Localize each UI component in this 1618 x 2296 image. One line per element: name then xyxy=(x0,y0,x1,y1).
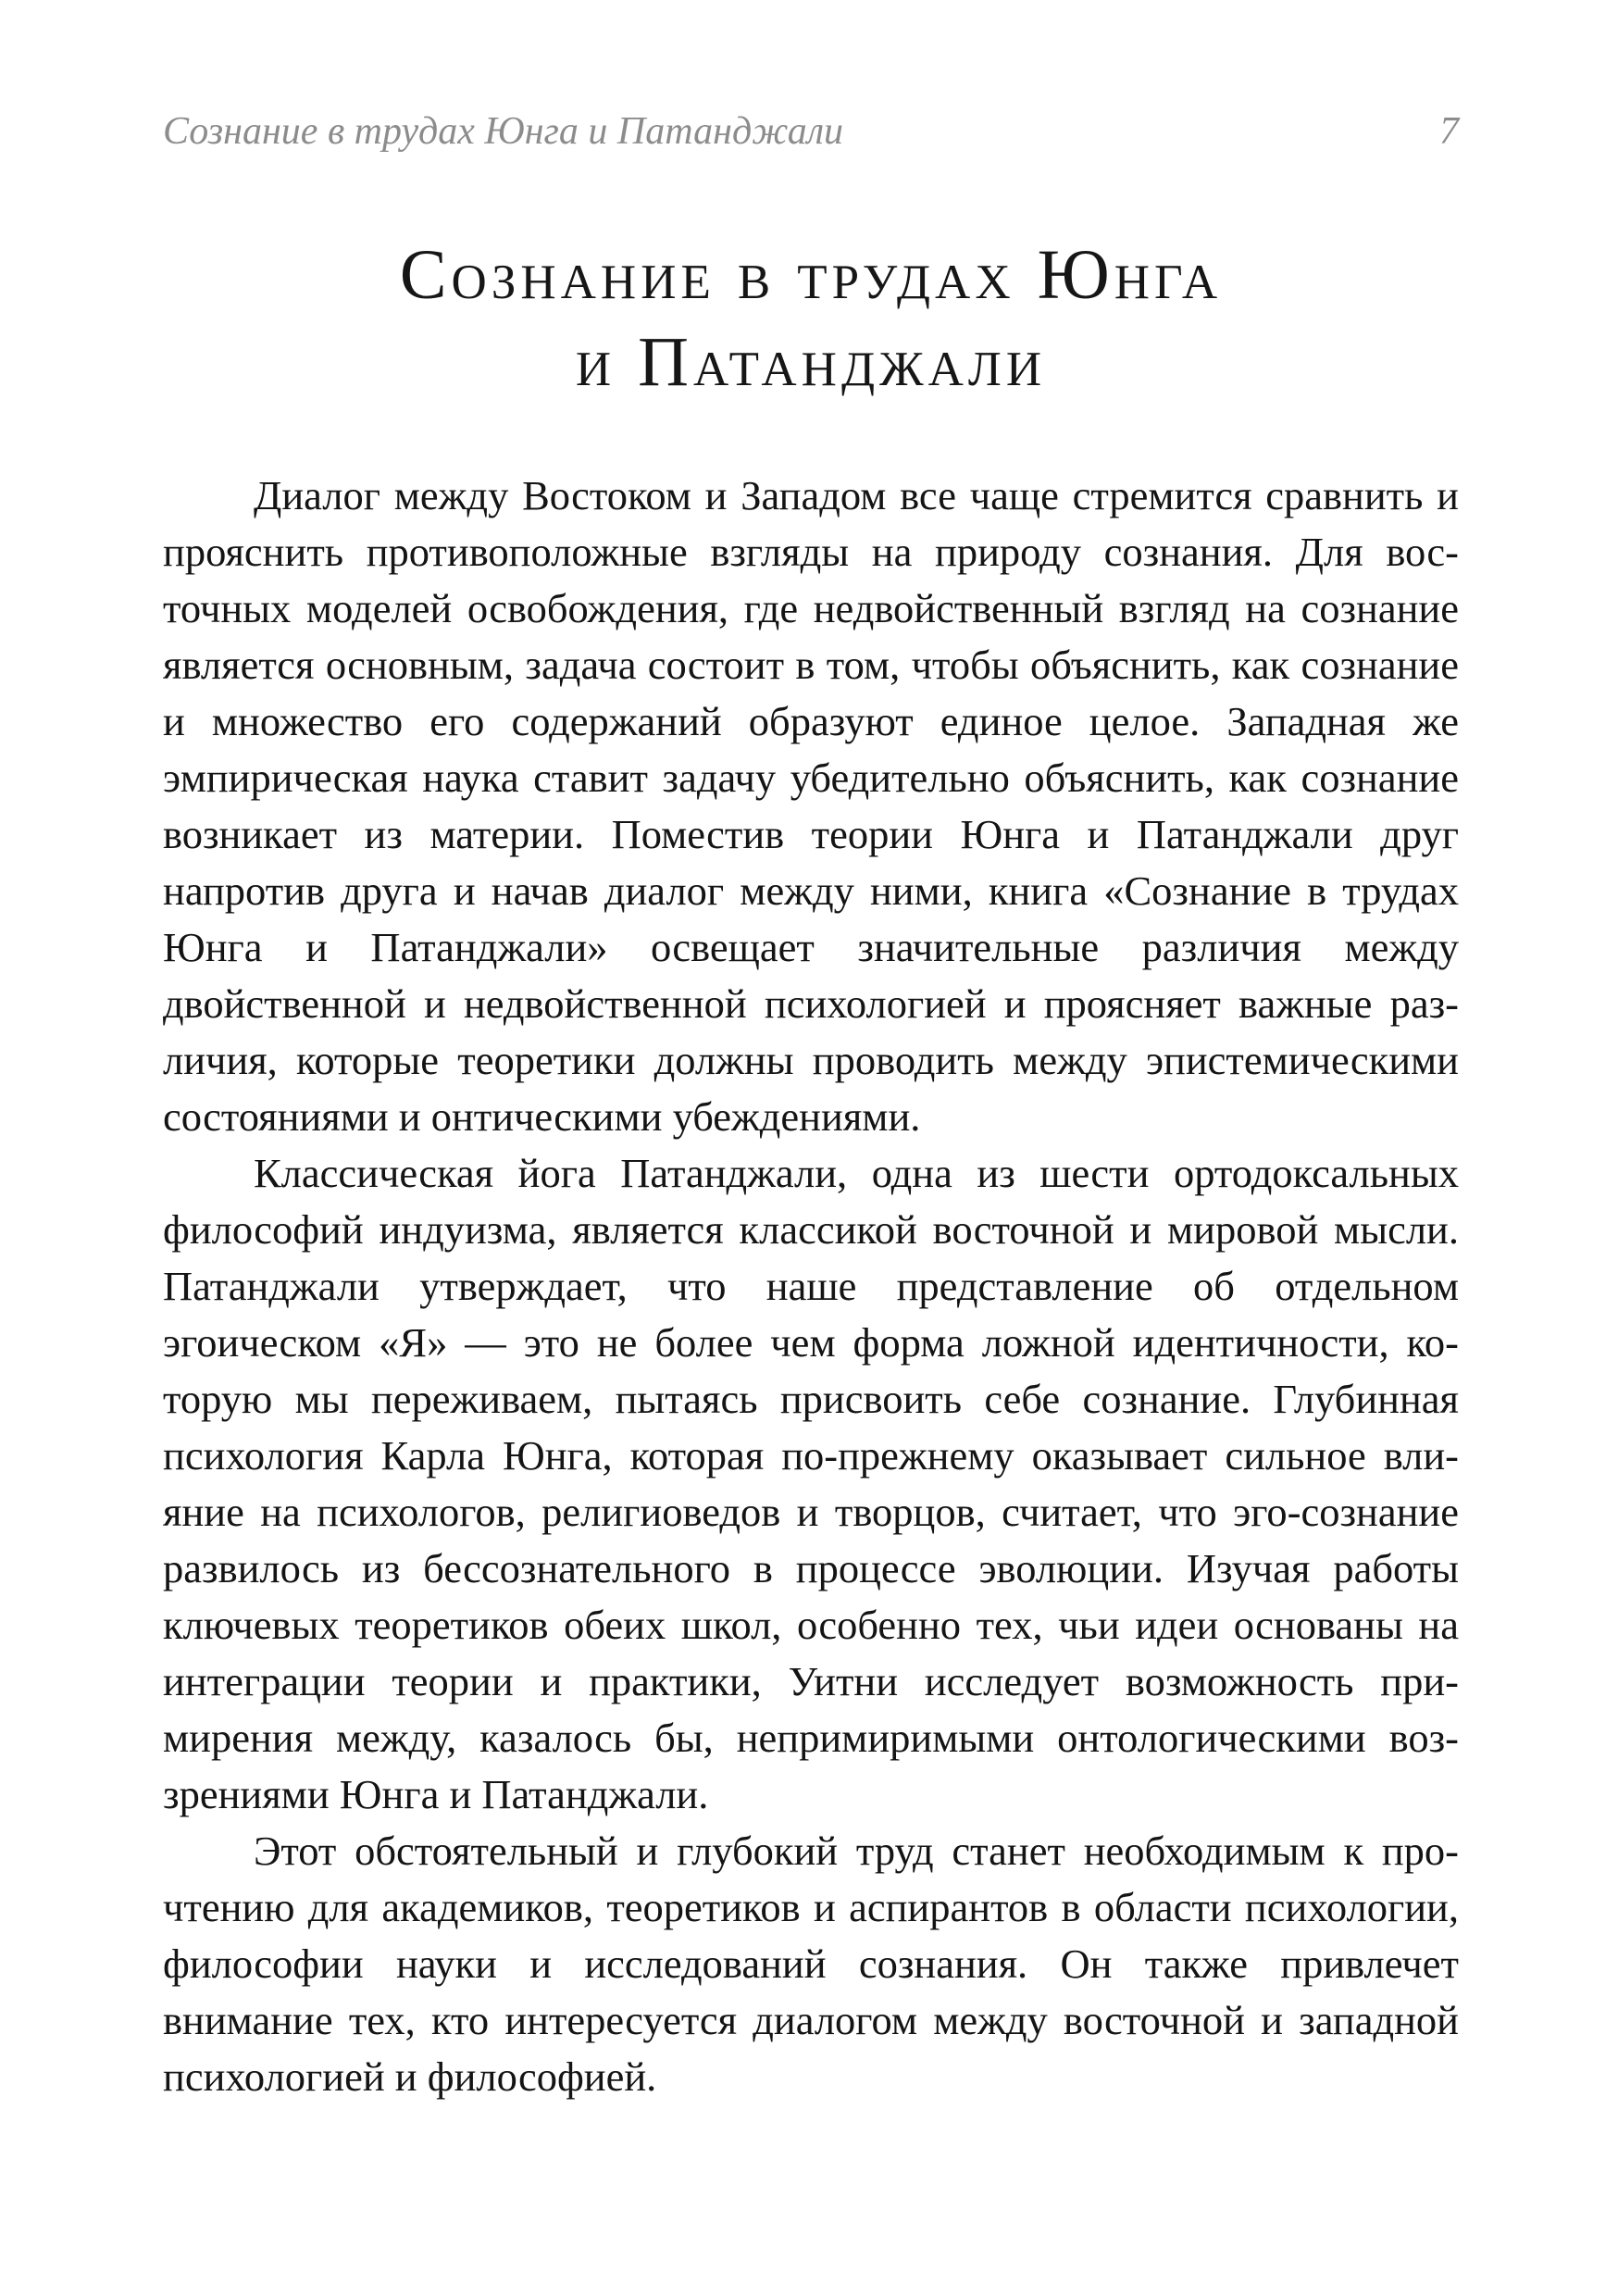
paragraph-2: Классическая йога Патанджали, одна из шести ортодоксальных философий индуизма, является классикой восточной и мировой мысли. Патанджали утверждает, что наше представление об отдельном эгоическом «Я» — это не более чем форма ложной идентичности, которую мы переживаем, пытаясь присвоить себе сознание. Глубинная психология Карла Юнга, которая по-прежнему оказывает сильное влияние на психологов, религиоведов и творцов, считает, что эго-сознание развилось из бессознательного в процессе эволюции. Изучая работы ключевых теоретиков обеих школ, особенно тех, чьи идеи основаны на интеграции теории и практики, Уитни исследует возможность примирения между, казалось бы, непримиримыми онтологическими воззрениями Юнга и Патанджали. xyxy=(163,1150,1459,1817)
paragraph-1: Диалог между Востоком и Западом все чаще стремится сравнить и прояснить противоположные взгляды на природу сознания. Для восточных моделей освобождения, где недвойственный взгляд на сознание является основным, задача состоит в том, чтобы объяснить, как сознание и множество его содержаний образуют единое целое. Западная же эмпирическая наука ставит задачу убедительно объяснить, как сознание возникает из материи. Поместив теории Юнга и Патанджали друг напротив друга и начав диалог между ними, книга «Сознание в трудах Юнга и Патанджали» освещает значительные различия между двойственной и недвойственной психологией и проясняет важные различия, которые теоретики должны проводить между эпистемическими состояниями и онтическими убеждениями. xyxy=(163,472,1459,1140)
page-number: 7 xyxy=(1439,110,1459,153)
chapter-title xyxy=(163,231,1459,406)
running-header xyxy=(163,109,1459,165)
body-text xyxy=(163,468,1459,2105)
running-title: Сознание в трудах Юнга и Патанджали xyxy=(163,110,844,153)
paragraph-3: Этот обстоятельный и глубокий труд станет необходимым к прочтению для академиков, теоретиков и аспирантов в области психологии, философии науки и исследований сознания. Он также привлечет внимание тех, кто интересуется диалогом между восточной и западной психологией и философией. xyxy=(163,1828,1459,2100)
chapter-title-line-1: Сознание в трудах Юнга xyxy=(399,236,1223,314)
chapter-title-line-2: и Патанджали xyxy=(575,323,1047,401)
